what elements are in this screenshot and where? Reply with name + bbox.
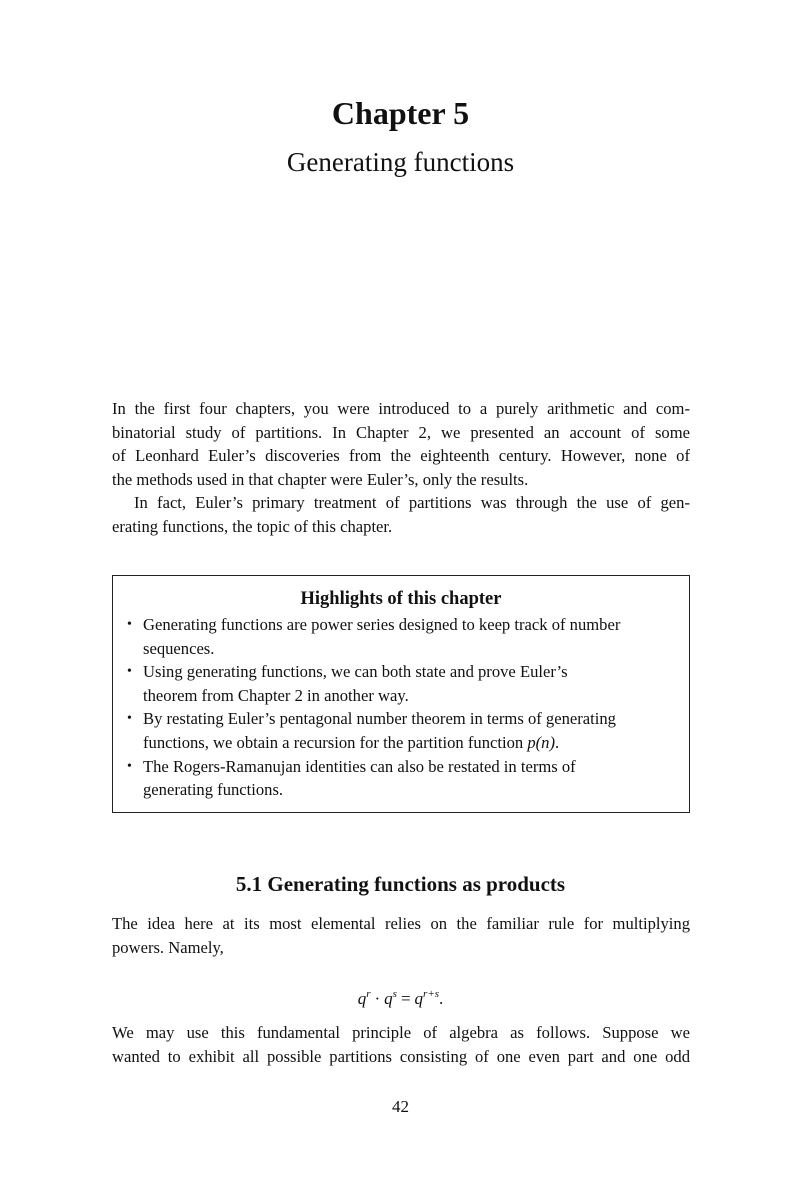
bullet-icon: • bbox=[127, 711, 132, 727]
page-number: 42 bbox=[392, 1097, 409, 1116]
text-line: In fact, Euler’s primary treatment of partitions was through the use of gen- bbox=[134, 493, 690, 513]
equation-exponent: r+s bbox=[423, 988, 440, 1000]
intro-paragraph-2 bbox=[112, 491, 690, 538]
equation-operator: = bbox=[400, 989, 411, 1008]
text-line: In the first four chapters, you were introduced to a purely arithmetic and com- bbox=[112, 399, 690, 418]
intro-paragraph-1 bbox=[112, 397, 690, 491]
bullet-icon: • bbox=[127, 617, 132, 632]
bullet-icon: • bbox=[127, 664, 132, 680]
text-line: We may use this fundamental principle of algebra as follows. Suppose we bbox=[112, 1023, 690, 1042]
highlights-list bbox=[125, 613, 680, 802]
equation-base: q bbox=[357, 989, 367, 1008]
list-item-text: generating functions. bbox=[143, 780, 284, 800]
equation-end: . bbox=[439, 989, 444, 1008]
list-item bbox=[125, 755, 680, 802]
math-expression: p(n) bbox=[527, 732, 555, 752]
list-item-text: Generating functions are power series designed to keep track of number bbox=[143, 615, 621, 634]
text-line: erating functions, the topic of this chapter. bbox=[112, 516, 393, 536]
list-item-text: The Rogers-Ramanujan identities can also be restated in terms of bbox=[143, 756, 576, 776]
text-line: powers. Namely, bbox=[112, 937, 224, 957]
list-item-text: . bbox=[554, 732, 560, 752]
equation-operator: · bbox=[374, 989, 381, 1008]
text-line: wanted to exhibit all possible partitions consisting of one even part and one odd bbox=[112, 1046, 690, 1066]
chapter-number: Chapter 5 bbox=[331, 95, 470, 131]
equation bbox=[0, 982, 801, 1011]
section-body bbox=[112, 912, 690, 959]
list-item bbox=[125, 707, 680, 754]
equation-exponent: s bbox=[392, 988, 397, 1000]
section-body-continued bbox=[112, 1021, 690, 1068]
list-item-text: By restating Euler’s pentagonal number theorem in terms of generating bbox=[143, 709, 616, 729]
equation-exponent: r bbox=[366, 988, 371, 1000]
equation-base: q bbox=[414, 989, 424, 1008]
bullet-icon: • bbox=[127, 758, 132, 774]
intro-text bbox=[112, 397, 690, 539]
list-item-text: functions, we obtain a recursion for the partition function bbox=[143, 732, 528, 752]
text-line: of Leonhard Euler’s discoveries from the eighteenth century. However, none of bbox=[112, 446, 690, 466]
equation-base: q bbox=[384, 989, 393, 1008]
text-line: The idea here at its most elemental relies on the familiar rule for multiplying bbox=[112, 914, 690, 933]
highlights-box bbox=[112, 575, 690, 813]
list-item-text: theorem from Chapter 2 in another way. bbox=[143, 685, 409, 705]
highlights-title: Highlights of this chapter bbox=[300, 589, 502, 609]
list-item-text: sequences. bbox=[143, 638, 215, 658]
text-line: the methods used in that chapter were Euler’s, only the results. bbox=[112, 469, 529, 489]
chapter-title: Generating functions bbox=[286, 147, 515, 177]
list-item bbox=[125, 613, 680, 660]
text-line: binatorial study of partitions. In Chapter 2, we presented an account of some bbox=[112, 422, 690, 442]
list-item-text: Using generating functions, we can both state and prove Euler’s bbox=[143, 662, 568, 682]
list-item bbox=[125, 660, 680, 707]
section-heading: 5.1 Generating functions as products bbox=[235, 872, 566, 896]
